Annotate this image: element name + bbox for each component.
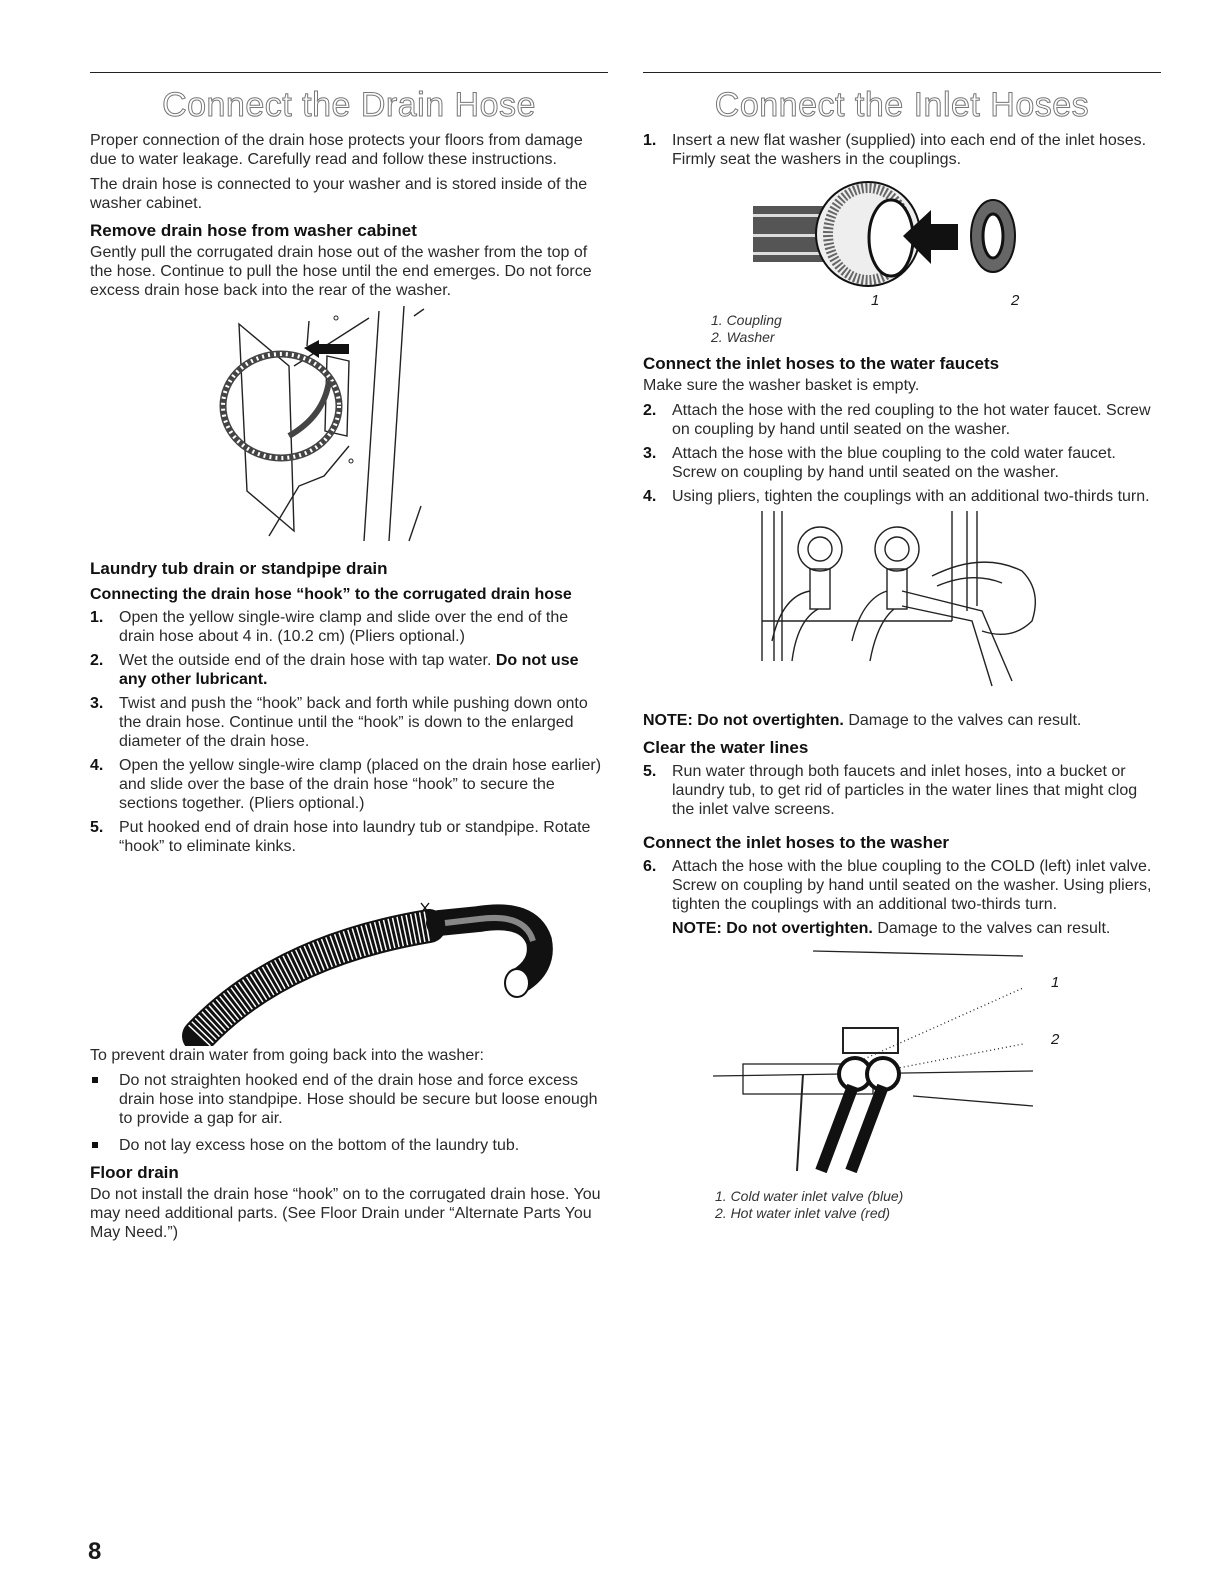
note-overtighten: NOTE: Do not overtighten. Damage to the valves can result.: [672, 920, 1111, 937]
bullet-icon: [92, 1142, 98, 1148]
prevent-bullets-list: [90, 1071, 608, 1155]
prevent-text: To prevent drain water from going back into the washer:: [90, 1047, 484, 1064]
callout-label: 2: [1051, 1031, 1060, 1048]
remove-drain-hose-text: Gently pull the corrugated drain hose out of the washer from the top of the hose. Continue to pull the hose until the end emerges. Do not force excess drain hose back into the rear of the washer.: [90, 244, 592, 299]
inlet-valve-figure: [643, 946, 1161, 1176]
list-item: 3. Twist and push the “hook” back and forth while pushing down onto the drain hose. Continue until the “hook” is down to the enlarged diameter of the drain hose.: [90, 695, 588, 750]
list-item: 1. Insert a new flat washer (supplied) into each end of the inlet hoses. Firmly seat the washers in the couplings.: [643, 132, 1147, 168]
list-item: 6. Attach the hose with the blue coupling to the COLD (left) inlet valve. Screw on coupling by hand until seated on the washer. Using pliers, tighten the couplings with an additional two-thirds turn.: [643, 858, 1152, 913]
connecting-hook-heading: Connecting the drain hose “hook” to the corrugated drain hose: [90, 586, 572, 603]
section-rule: [643, 72, 1161, 73]
list-item: Do not lay excess hose on the bottom of the laundry tub.: [90, 1136, 608, 1155]
corrugated-drain-hose-illustration: [129, 861, 569, 1046]
list-item: Do not straighten hooked end of the drain hose and force excess drain hose into standpipe. Hose should be secure but loose enough to provide a gap for air.: [90, 1071, 608, 1128]
drain-steps-list: [90, 608, 608, 856]
list-item: 4. Using pliers, tighten the couplings with an additional two-thirds turn.: [643, 488, 1150, 505]
remove-drain-hose-heading: Remove drain hose from washer cabinet: [90, 221, 417, 240]
callout-label: 1: [1051, 974, 1060, 991]
intro-paragraph: Proper connection of the drain hose protects your floors from damage due to water leakage. Carefully read and follow these instructions.: [90, 132, 583, 168]
figure-caption: 1. Coupling 2. Washer: [711, 312, 782, 345]
drain-hose-cabinet-illustration: [199, 306, 499, 551]
intro-paragraph: The drain hose is connected to your washer and is stored inside of the washer cabinet.: [90, 176, 588, 212]
list-item: 2. Wet the outside end of the drain hose with tap water. Do not use any other lubricant.: [90, 652, 579, 688]
bullet-icon: [92, 1077, 98, 1083]
figure-caption: 1. Cold water inlet valve (blue) 2. Hot water inlet valve (red): [715, 1188, 904, 1221]
coupling-washer-figure: [643, 174, 1161, 309]
clear-water-lines-heading: Clear the water lines: [643, 738, 809, 757]
clear-steps-list: [643, 762, 1161, 819]
list-item: 3. Attach the hose with the blue coupling to the cold water faucet. Screw on coupling by hand until seated on the washer.: [643, 445, 1116, 481]
washer-steps-list: [643, 857, 1161, 914]
faucet-steps-list: [643, 401, 1161, 506]
floor-drain-heading: Floor drain: [90, 1163, 179, 1182]
callout-label: 1: [871, 292, 880, 309]
section-rule: [90, 72, 608, 73]
faucets-text: Make sure the washer basket is empty.: [643, 377, 920, 394]
list-item: 5. Run water through both faucets and inlet hoses, into a bucket or laundry tub, to get rid of particles in the water lines that might clog the inlet valve screens.: [643, 763, 1138, 818]
left-column: [90, 72, 608, 1248]
list-item: 1. Open the yellow single-wire clamp and slide over the end of the drain hose about 4 in. (10.2 cm) (Pliers optional.): [90, 609, 569, 645]
callout-label: 2: [1011, 292, 1020, 309]
inlet-valve-illustration: [713, 946, 1043, 1176]
pliers-faucet-illustration: [752, 511, 1052, 701]
note-overtighten: NOTE: Do not overtighten. Damage to the valves can result.: [643, 712, 1082, 729]
section-title-inlet-hoses: Connect the Inlet Hoses: [714, 86, 1090, 124]
section-title-drain-hose: Connect the Drain Hose: [162, 86, 536, 124]
list-item: 4. Open the yellow single-wire clamp (placed on the drain hose earlier) and slide over the base of the drain hose “hook” to secure the sections together. (Pliers optional.): [90, 757, 602, 812]
laundry-tub-heading: Laundry tub drain or standpipe drain: [90, 559, 388, 578]
inlet-step-1: [643, 131, 1161, 169]
list-item: 2. Attach the hose with the red coupling to the hot water faucet. Screw on coupling by hand until seated on the washer.: [643, 402, 1151, 438]
coupling-washer-illustration: [753, 174, 1053, 304]
page-number: 8: [88, 1538, 102, 1565]
right-column: [643, 72, 1161, 1222]
washer-connect-heading: Connect the inlet hoses to the washer: [643, 833, 950, 852]
floor-drain-text: Do not install the drain hose “hook” on to the corrugated drain hose. You may need additional parts. (See Floor Drain under “Alternate Parts You May Need.”): [90, 1186, 601, 1241]
list-item: 5. Put hooked end of drain hose into laundry tub or standpipe. Rotate “hook” to eliminate kinks.: [90, 819, 591, 855]
faucets-heading: Connect the inlet hoses to the water faucets: [643, 354, 1000, 373]
